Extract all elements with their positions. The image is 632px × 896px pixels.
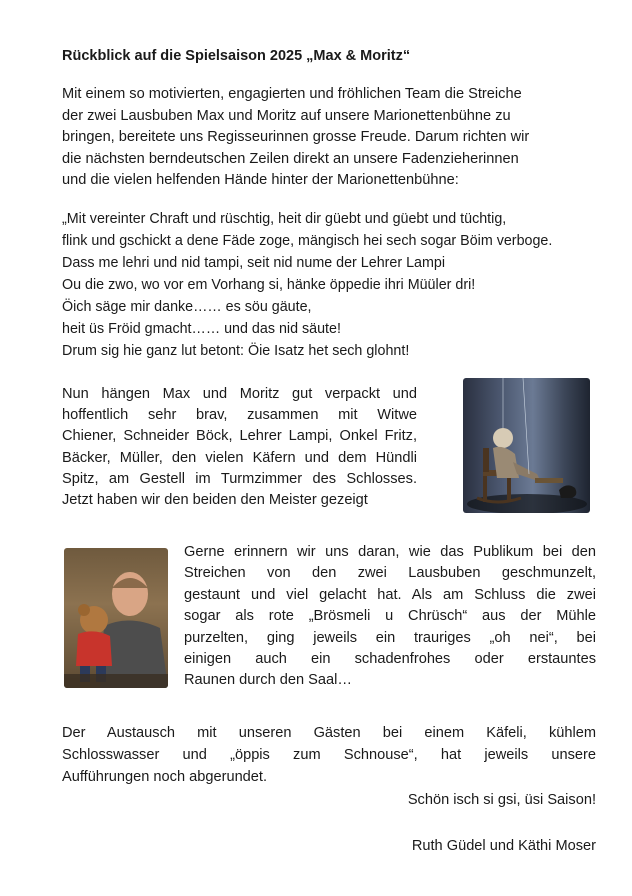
poem-line: „Mit vereinter Chraft und rüschtig, heit dir güebt und güebt und tüchtig, bbox=[62, 211, 507, 227]
paragraph-line: einigen auch ein schadenfrohes oder erstauntes bbox=[184, 651, 596, 668]
intro-line: Mit einem so motivierten, engagierten und fröhlichen Team die Streiche bbox=[62, 86, 522, 102]
paragraph-line: Der Austausch mit unseren Gästen bei einem Käfeli, kühlem bbox=[62, 725, 596, 741]
poem-line: heit üs Fröid gmacht…… und das nid säute! bbox=[62, 321, 341, 337]
intro-line: die nächsten berndeutschen Zeilen direkt an unsere Fadenzieherinnen bbox=[62, 150, 519, 167]
signature: Ruth Güdel und Käthi Moser bbox=[411, 838, 596, 854]
paragraph-line: Jetzt haben wir den beiden den Meister gezeigt bbox=[62, 492, 368, 509]
intro-paragraph bbox=[62, 84, 598, 192]
paragraph-line: sogar als rote „Brösmeli u Chrüsch“ aus der Mühle bbox=[184, 608, 596, 625]
paragraph-line: Aufführungen noch abgerundet. bbox=[62, 769, 268, 785]
paragraph-line: Bäcker, Müller, den vielen Käfern und dem Hündli bbox=[62, 449, 417, 466]
paragraph-guests bbox=[62, 722, 596, 788]
poem-line: Drum sig hie ganz lut betont: Öie Isatz het sech glohnt! bbox=[62, 343, 410, 359]
poem-line: flink und gschickt a dene Fäde zoge, mängisch hei sech sogar Böim verboge. bbox=[62, 233, 553, 249]
poem bbox=[62, 208, 602, 362]
poem-line: Öich säge mir danke…… es söu gäute, bbox=[62, 299, 312, 315]
paragraph-line: purzelten, ging jeweils ein trauriges „oh nei“, bei bbox=[184, 629, 596, 646]
paragraph-line: Streichen von den zwei Lausbuben geschmunzelt, bbox=[184, 565, 596, 582]
poem-line: Dass me lehri und nid tampi, seit nid nume der Lehrer Lampi bbox=[62, 255, 446, 271]
intro-line: der zwei Lausbuben Max und Moritz auf unsere Marionettenbühne zu bbox=[62, 107, 511, 124]
paragraph-audience bbox=[184, 542, 596, 692]
marionette-photo bbox=[463, 378, 590, 513]
paragraph-line: Nun hängen Max und Moritz gut verpackt und bbox=[62, 386, 417, 402]
intro-line: bringen, bereitete uns Regisseurinnen grosse Freude. Darum richten wir bbox=[62, 129, 530, 145]
paragraph-line: Gerne erinnern wir uns daran, wie das Publikum bei den bbox=[184, 544, 596, 560]
paragraph-line: Schlosswasser und „öppis zum Schnouse“, hat jeweils unsere bbox=[62, 747, 596, 763]
page-title: Rückblick auf die Spielsaison 2025 „Max & Moritz“ bbox=[62, 48, 411, 64]
poem-line: Ou die zwo, wo vor em Vorhang si, hänke öppedie ihri Müüler dri! bbox=[62, 277, 476, 293]
puppeteer-photo bbox=[64, 548, 168, 688]
paragraph-line: hoffentlich sehr brav, zusammen mit Witwe bbox=[62, 407, 417, 424]
paragraph-puppets bbox=[62, 384, 417, 511]
intro-line: und die vielen helfenden Hände hinter der Marionettenbühne: bbox=[62, 172, 459, 188]
paragraph-line: Raunen durch den Saal… bbox=[184, 672, 352, 689]
paragraph-line: Spitz, am Gestell im Turmzimmer des Schlosses. bbox=[62, 470, 417, 487]
paragraph-line: Chiener, Schneider Böck, Lehrer Lampi, Onkel Fritz, bbox=[62, 428, 417, 445]
paragraph-line: gestaunt und viel gelacht hat. Als am Schluss die zwei bbox=[184, 586, 596, 603]
closing-line: Schön isch si gsi, üsi Saison! bbox=[407, 792, 596, 808]
